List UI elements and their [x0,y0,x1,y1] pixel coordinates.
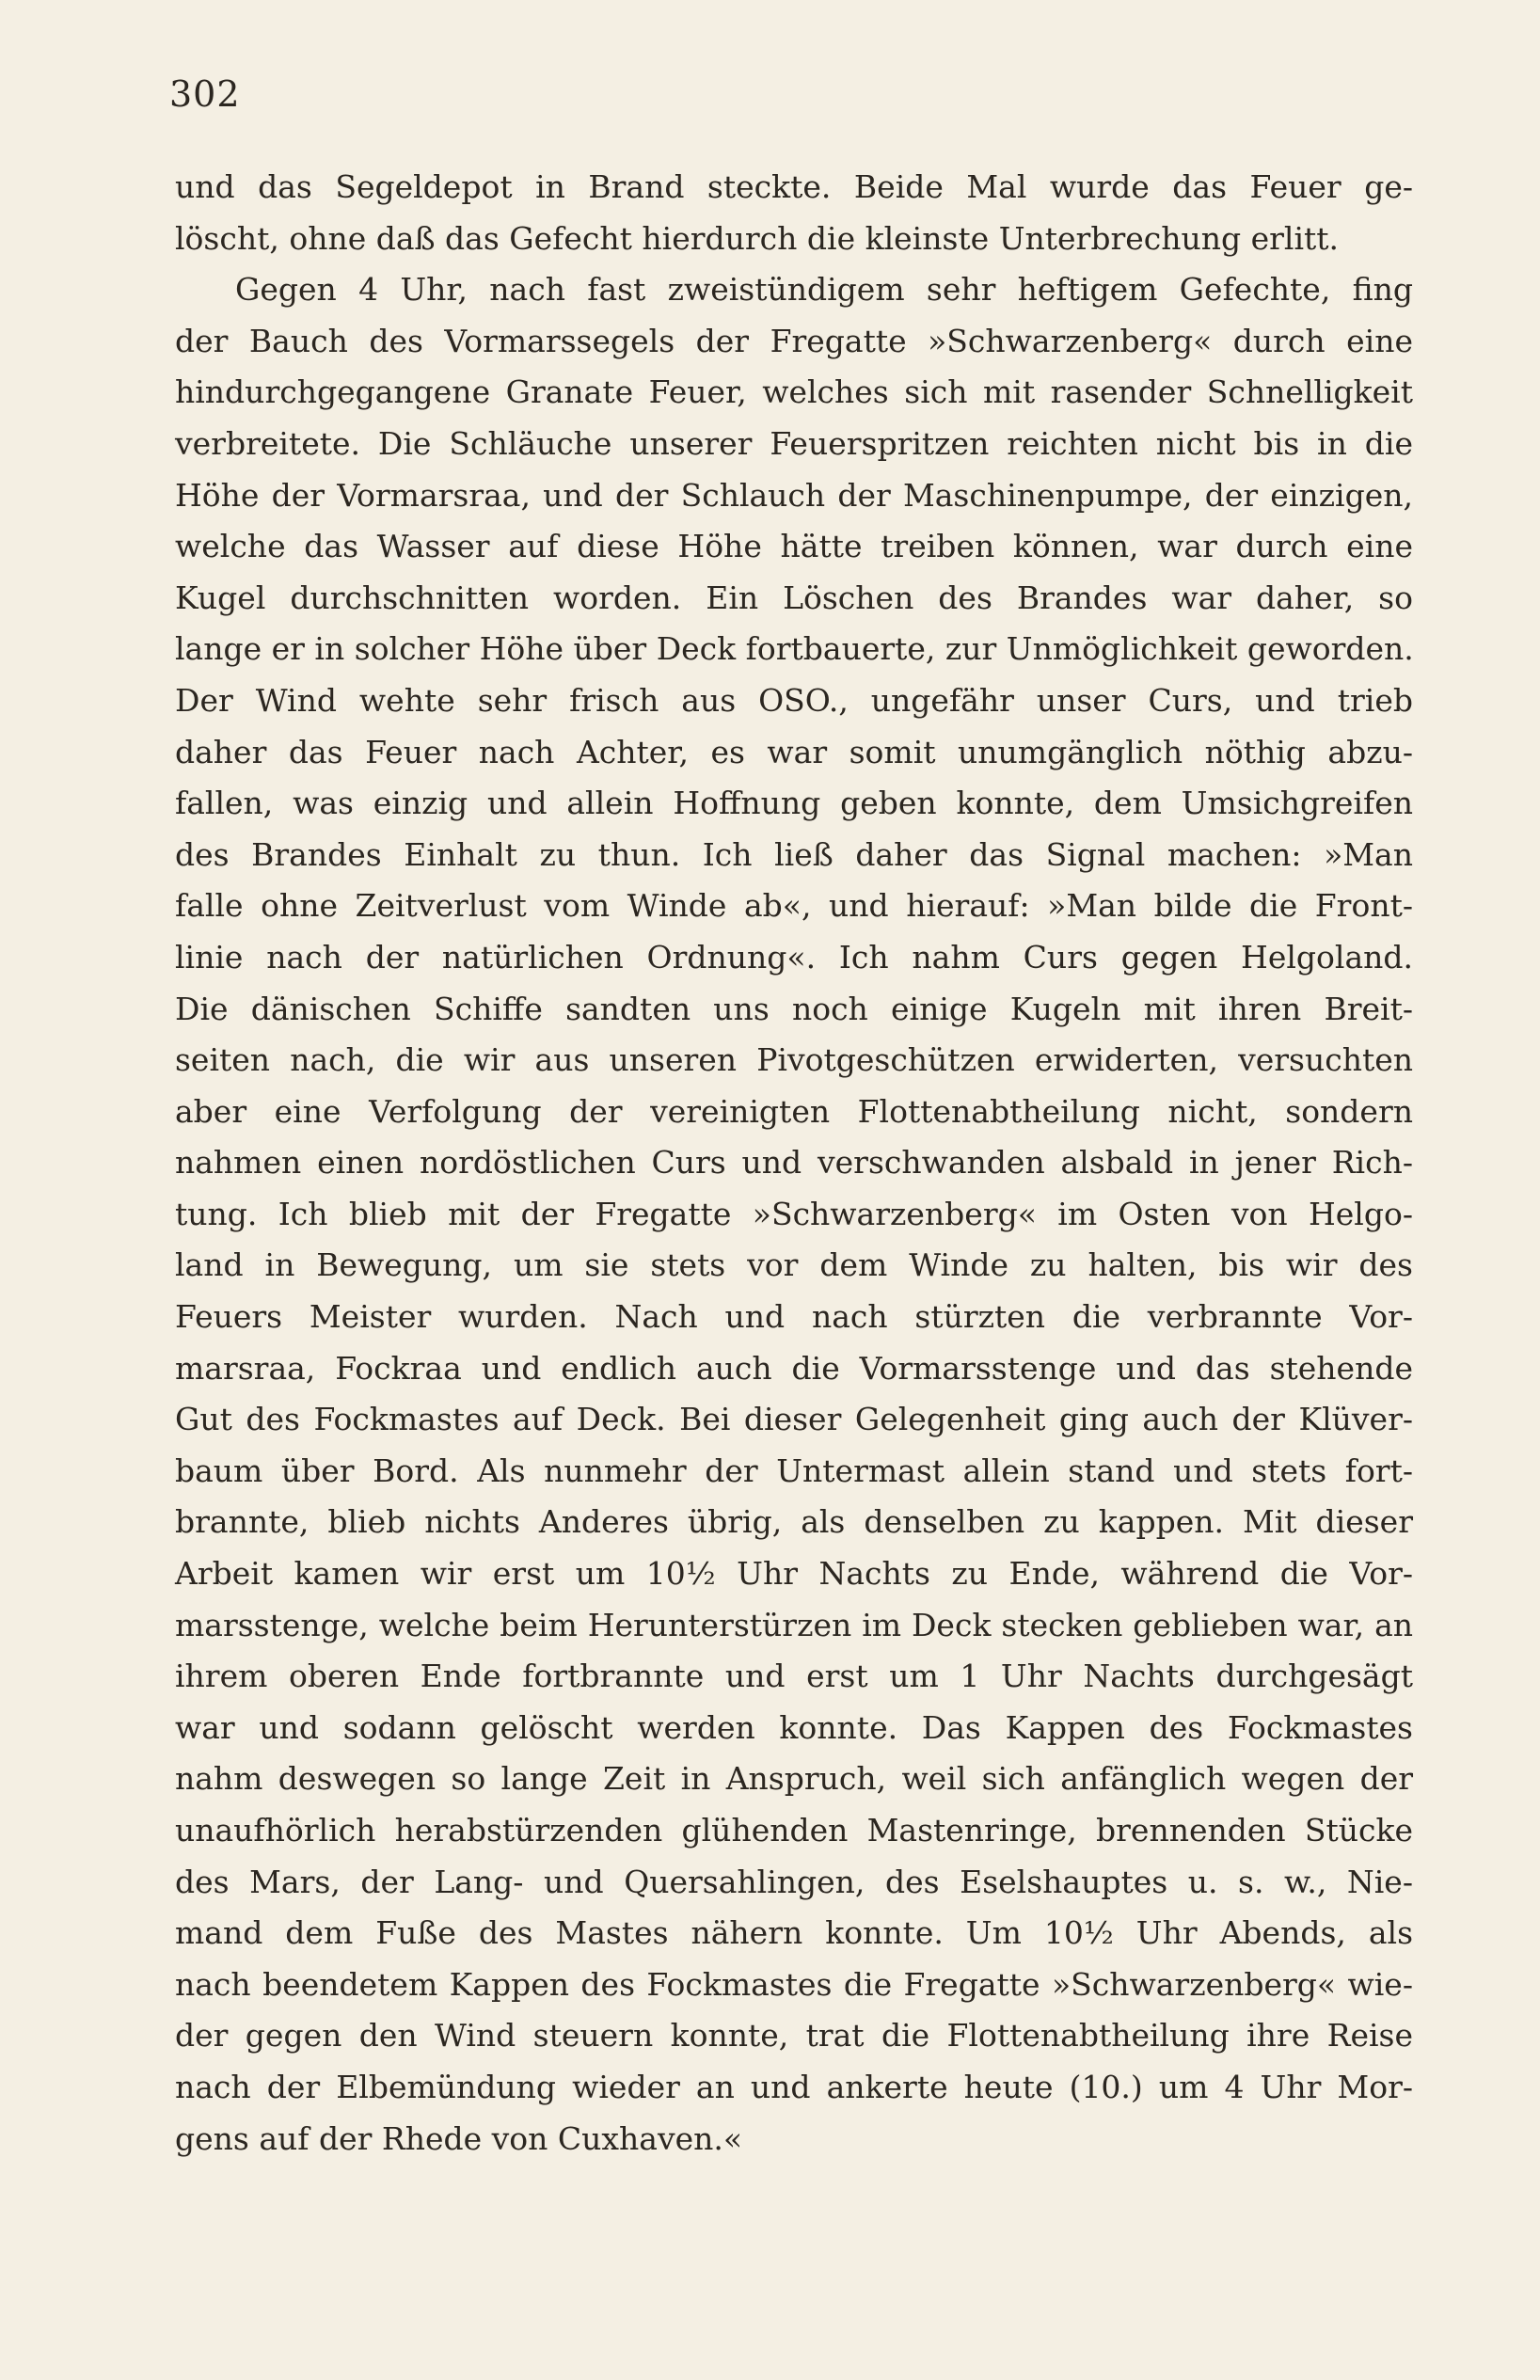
text-line: seiten nach, die wir aus unseren Pivotgeschützen erwiderten, versuchten [175,1041,1413,1079]
page-number: 302 [169,73,241,115]
text-line: Arbeit kamen wir erst um 10½ Uhr Nachts zu Ende, während die Vor- [175,1555,1413,1593]
text-line: mand dem Fuße des Mastes nähern konnte. Um 10½ Uhr Abends, als [175,1914,1413,1952]
text-line: verbreitete. Die Schläuche unserer Feuerspritzen reichten nicht bis in die [175,424,1413,462]
text-line: gens auf der Rhede von Cuxhaven.« [175,2119,743,2157]
text-line: Gut des Fockmastes auf Deck. Bei dieser Gelegenheit ging auch der Klüver- [175,1401,1413,1438]
text-line: brannte, blieb nichts Anderes übrig, als denselben zu kappen. Mit dieser [175,1503,1413,1541]
text-line: und das Segeldepot in Brand steckte. Beide Mal wurde das Feuer ge- [175,168,1413,205]
text-line: des Brandes Einhalt zu thun. Ich ließ daher das Signal machen: »Man [175,835,1413,873]
text-line: nach der Elbemündung wieder an und ankerte heute (10.) um 4 Uhr Mor- [175,2068,1413,2105]
text-line: lange er in solcher Höhe über Deck fortbauerte, zur Unmöglichkeit geworden. [175,630,1414,668]
text-line: der gegen den Wind steuern konnte, trat die Flottenabtheilung ihre Reise [175,2017,1413,2055]
text-line: nahm deswegen so lange Zeit in Anspruch, weil sich anfänglich wegen der [175,1760,1413,1798]
text-line: marsstenge, welche beim Herunterstürzen im Deck stecken geblieben war, an [175,1606,1413,1643]
text-line: land in Bewegung, um sie stets vor dem Winde zu halten, bis wir des [175,1246,1413,1284]
text-line: hindurchgegangene Granate Feuer, welches sich mit rasender Schnelligkeit [175,373,1413,411]
text-line: Der Wind wehte sehr frisch aus OSO., ungefähr unser Curs, und trieb [175,681,1413,719]
text-line: Höhe der Vormarsraa, und der Schlauch der Maschinenpumpe, der einzigen, [175,476,1413,514]
text-line: löscht, ohne daß das Gefecht hierdurch die kleinste Unterbrechung erlitt. [175,219,1340,257]
text-line: Die dänischen Schiffe sandten uns noch einige Kugeln mit ihren Breit- [175,990,1413,1027]
text-line: unaufhörlich herabstürzenden glühenden Mastenringe, brennenden Stücke [175,1812,1413,1848]
text-line: aber eine Verfolgung der vereinigten Flottenabtheilung nicht, sondern [175,1092,1413,1130]
text-line: welche das Wasser auf diese Höhe hätte treiben können, war durch eine [175,528,1413,565]
text-line: fallen, was einzig und allein Hoffnung geben konnte, dem Umsichgreifen [175,785,1413,822]
text-line: nahmen einen nordöstlichen Curs und verschwanden alsbald in jener Rich- [175,1144,1413,1182]
text-line: der Bauch des Vormarssegels der Fregatte »Schwarzenberg« durch eine [175,322,1413,359]
text-line: tung. Ich blieb mit der Fregatte »Schwarzenberg« im Osten von Helgo- [175,1195,1413,1232]
text-line: Gegen 4 Uhr, nach fast zweistündigem sehr heftigem Gefechte, fing [235,271,1413,309]
text-line: nach beendetem Kappen des Fockmastes die Fregatte »Schwarzenberg« wie- [175,1965,1413,2003]
text-line: war und sodann gelöscht werden konnte. Das Kappen des Fockmastes [175,1708,1413,1746]
text-line: des Mars, der Lang- und Quersahlingen, des Eselshauptes u. s. w., Nie- [175,1863,1413,1900]
body-text [175,162,1413,2165]
text-line: marsraa, Fockraa und endlich auch die Vormarsstenge und das stehende [175,1349,1413,1387]
text-line: ihrem oberen Ende fortbrannte und erst um 1 Uhr Nachts durchgesägt [175,1658,1413,1695]
text-line: baum über Bord. Als nunmehr der Untermast allein stand und stets fort- [175,1452,1413,1489]
text-line: Feuers Meister wurden. Nach und nach stürzten die verbrannte Vor- [175,1298,1413,1336]
text-line: daher das Feuer nach Achter, es war somit unumgänglich nöthig abzu- [175,733,1413,770]
text-line: linie nach der natürlichen Ordnung«. Ich nahm Curs gegen Helgoland. [175,938,1413,976]
text-line: Kugel durchschnitten worden. Ein Löschen des Brandes war daher, so [175,579,1413,616]
text-line: falle ohne Zeitverlust vom Winde ab«, und hierauf: »Man bilde die Front- [175,887,1413,925]
